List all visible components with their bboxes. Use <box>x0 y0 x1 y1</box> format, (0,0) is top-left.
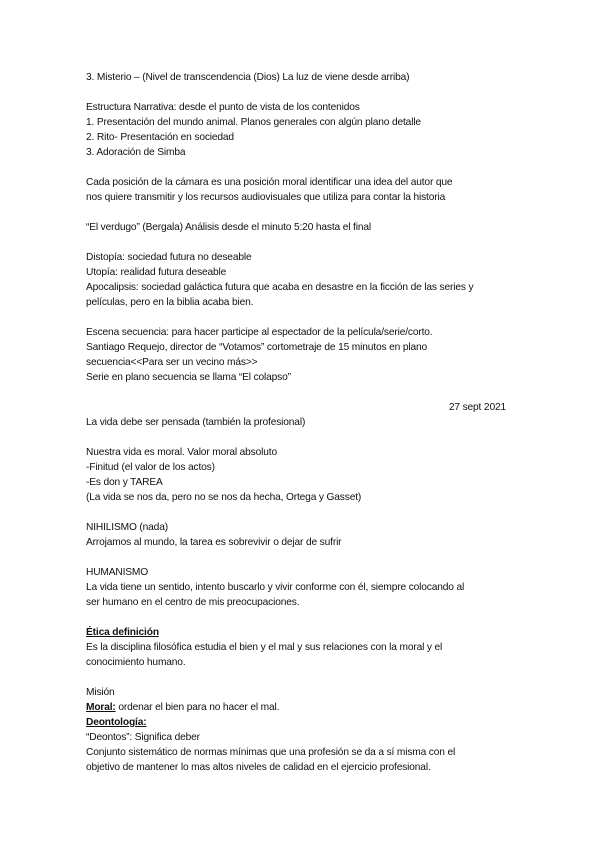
etica-heading: Ética definición <box>86 627 159 638</box>
date-line: 27 sept 2021 <box>448 402 506 413</box>
list-item-3: 3. Adoración de Simba <box>86 147 186 158</box>
finitud-line: -Finitud (el valor de los actos) <box>86 462 215 473</box>
etica-line-2: conocimiento humano. <box>86 657 186 668</box>
requejo-line-1: Santiago Requejo, director de “Votamos” cortometraje de 15 minutos en plano <box>86 342 427 353</box>
estructura-narrativa-line: Estructura Narrativa: desde el punto de vista de los contenidos <box>86 102 360 113</box>
ortega-line: (La vida se nos da, pero no se nos da hecha, Ortega y Gasset) <box>86 492 362 503</box>
verdugo-line: “El verdugo” (Bergala) Análisis desde el minuto 5:20 hasta el final <box>86 222 371 233</box>
nuestra-vida-line: Nuestra vida es moral. Valor moral absoluto <box>86 447 277 458</box>
misterio-line: 3. Misterio – (Nivel de transcendencia (Dios) La luz de viene desde arriba) <box>86 72 410 83</box>
camara-line-2: nos quiere transmitir y los recursos audiovisuales que utiliza para contar la historia <box>86 192 446 203</box>
mision-heading: Misión <box>86 687 115 698</box>
deontos-line: “Deontos”: Significa deber <box>86 732 200 743</box>
distopia-line: Distopía: sociedad futura no deseable <box>86 252 252 263</box>
don-tarea-line: -Es don y TAREA <box>86 477 163 488</box>
moral-text: ordenar el bien para no hacer el mal. <box>115 702 280 713</box>
humanismo-heading: HUMANISMO <box>86 567 149 578</box>
deontologia-heading: Deontología: <box>86 717 147 728</box>
requejo-line-2: secuencia<<Para ser un vecino más>> <box>86 357 258 368</box>
arrojamos-line: Arrojamos al mundo, la tarea es sobrevivir o dejar de sufrir <box>86 537 342 548</box>
conjunto-line-1: Conjunto sistemático de normas mínimas que una profesión se da a sí misma con el <box>86 747 456 758</box>
moral-line <box>86 700 526 715</box>
camara-line-1: Cada posición de la cámara es una posición moral identificar una idea del autor que <box>86 177 453 188</box>
serie-line: Serie en plano secuencia se llama “El colapso” <box>86 372 291 383</box>
apocalipsis-line-2: películas, pero en la biblia acaba bien. <box>86 297 254 308</box>
list-item-2: 2. Rito- Presentación en sociedad <box>86 132 234 143</box>
document-body <box>86 70 526 775</box>
humanismo-line-2: ser humano en el centro de mis preocupaciones. <box>86 597 300 608</box>
conjunto-line-2: objetivo de mantener lo mas altos niveles de calidad en el ejercicio profesional. <box>86 762 431 773</box>
apocalipsis-line-1: Apocalipsis: sociedad galáctica futura que acaba en desastre en la ficción de las series y <box>86 282 474 293</box>
humanismo-line-1: La vida tiene un sentido, intento buscarlo y vivir conforme con él, siempre colocando al <box>86 582 465 593</box>
vida-pensada-line: La vida debe ser pensada (también la profesional) <box>86 417 306 428</box>
escena-secuencia-line: Escena secuencia: para hacer participe al espectador de la película/serie/corto. <box>86 327 433 338</box>
etica-line-1: Es la disciplina filosófica estudia el bien y el mal y sus relaciones con la moral y el <box>86 642 443 653</box>
nihilismo-heading: NIHILISMO (nada) <box>86 522 168 533</box>
moral-label: Moral: <box>86 702 116 713</box>
utopia-line: Utopía: realidad futura deseable <box>86 267 227 278</box>
list-item-1: 1. Presentación del mundo animal. Planos generales con algún plano detalle <box>86 117 421 128</box>
